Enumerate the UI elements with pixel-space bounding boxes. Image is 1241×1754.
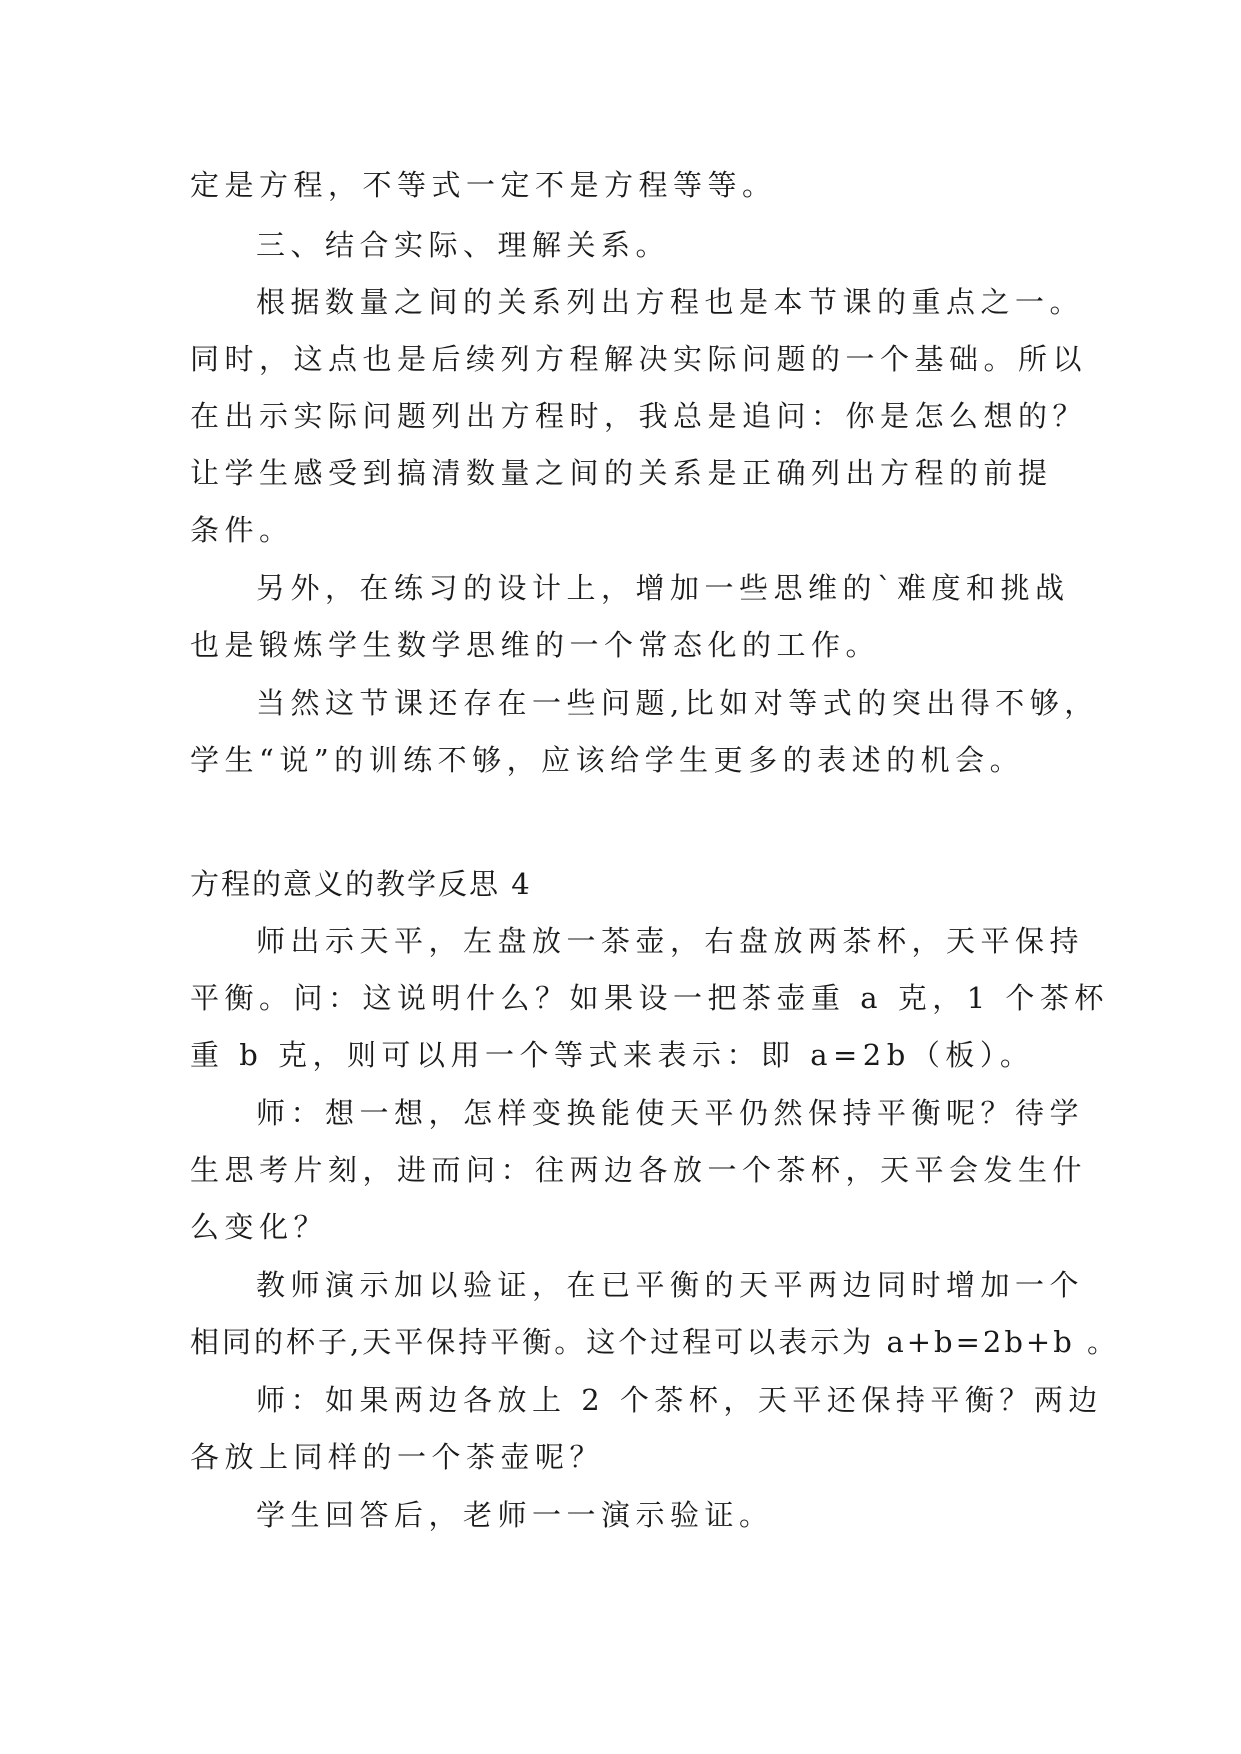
paragraph-line: 学生回答后，老师一一演示验证。 bbox=[256, 1498, 774, 1532]
section-heading: 三、结合实际、理解关系。 bbox=[256, 228, 671, 262]
paragraph-line: 条件。 bbox=[190, 513, 294, 547]
paragraph-line: 根据数量之间的关系列出方程也是本节课的重点之一。 bbox=[256, 285, 1085, 319]
paragraph-line: 师：如果两边各放上 2 个茶杯，天平还保持平衡？两边 bbox=[256, 1383, 1103, 1417]
paragraph-line: 学生“说”的训练不够，应该给学生更多的表述的机会。 bbox=[190, 743, 1025, 777]
paragraph-line: 在出示实际问题列出方程时，我总是追问：你是怎么想的？ bbox=[190, 399, 1088, 433]
paragraph-line: 师出示天平，左盘放一茶壶，右盘放两茶杯，天平保持 bbox=[256, 924, 1085, 958]
paragraph-line: 师：想一想，怎样变换能使天平仍然保持平衡呢？待学 bbox=[256, 1096, 1085, 1130]
paragraph-line: 么变化？ bbox=[190, 1210, 329, 1244]
paragraph-line: 让学生感受到搞清数量之间的关系是正确列出方程的前提 bbox=[190, 456, 1053, 490]
article-title: 方程的意义的教学反思 4 bbox=[190, 867, 532, 901]
paragraph-line: 同时，这点也是后续列方程解决实际问题的一个基础。所以 bbox=[190, 342, 1088, 376]
paragraph-line: 生思考片刻，进而问：往两边各放一个茶杯，天平会发生什 bbox=[190, 1153, 1088, 1187]
paragraph-line: 各放上同样的一个茶壶呢？ bbox=[190, 1440, 605, 1474]
paragraph-line: 教师演示加以验证，在已平衡的天平两边同时增加一个 bbox=[256, 1268, 1085, 1302]
paragraph-line: 也是锻炼学生数学思维的一个常态化的工作。 bbox=[190, 628, 881, 662]
paragraph-line: 重 b 克，则可以用一个等式来表示：即 a=2b（板）。 bbox=[190, 1038, 1035, 1072]
paragraph-line: 定是方程，不等式一定不是方程等等。 bbox=[190, 168, 777, 202]
paragraph-line: 当然这节课还存在一些问题,比如对等式的突出得不够， bbox=[256, 686, 1099, 720]
paragraph-line: 另外，在练习的设计上，增加一些思维的`难度和挑战 bbox=[256, 571, 1070, 605]
paragraph-line: 平衡。问：这说明什么？如果设一把茶壶重 a 克，1 个茶杯 bbox=[190, 981, 1109, 1015]
paragraph-line: 相同的杯子,天平保持平衡。这个过程可以表示为 a+b=2b+b 。 bbox=[190, 1325, 1119, 1359]
